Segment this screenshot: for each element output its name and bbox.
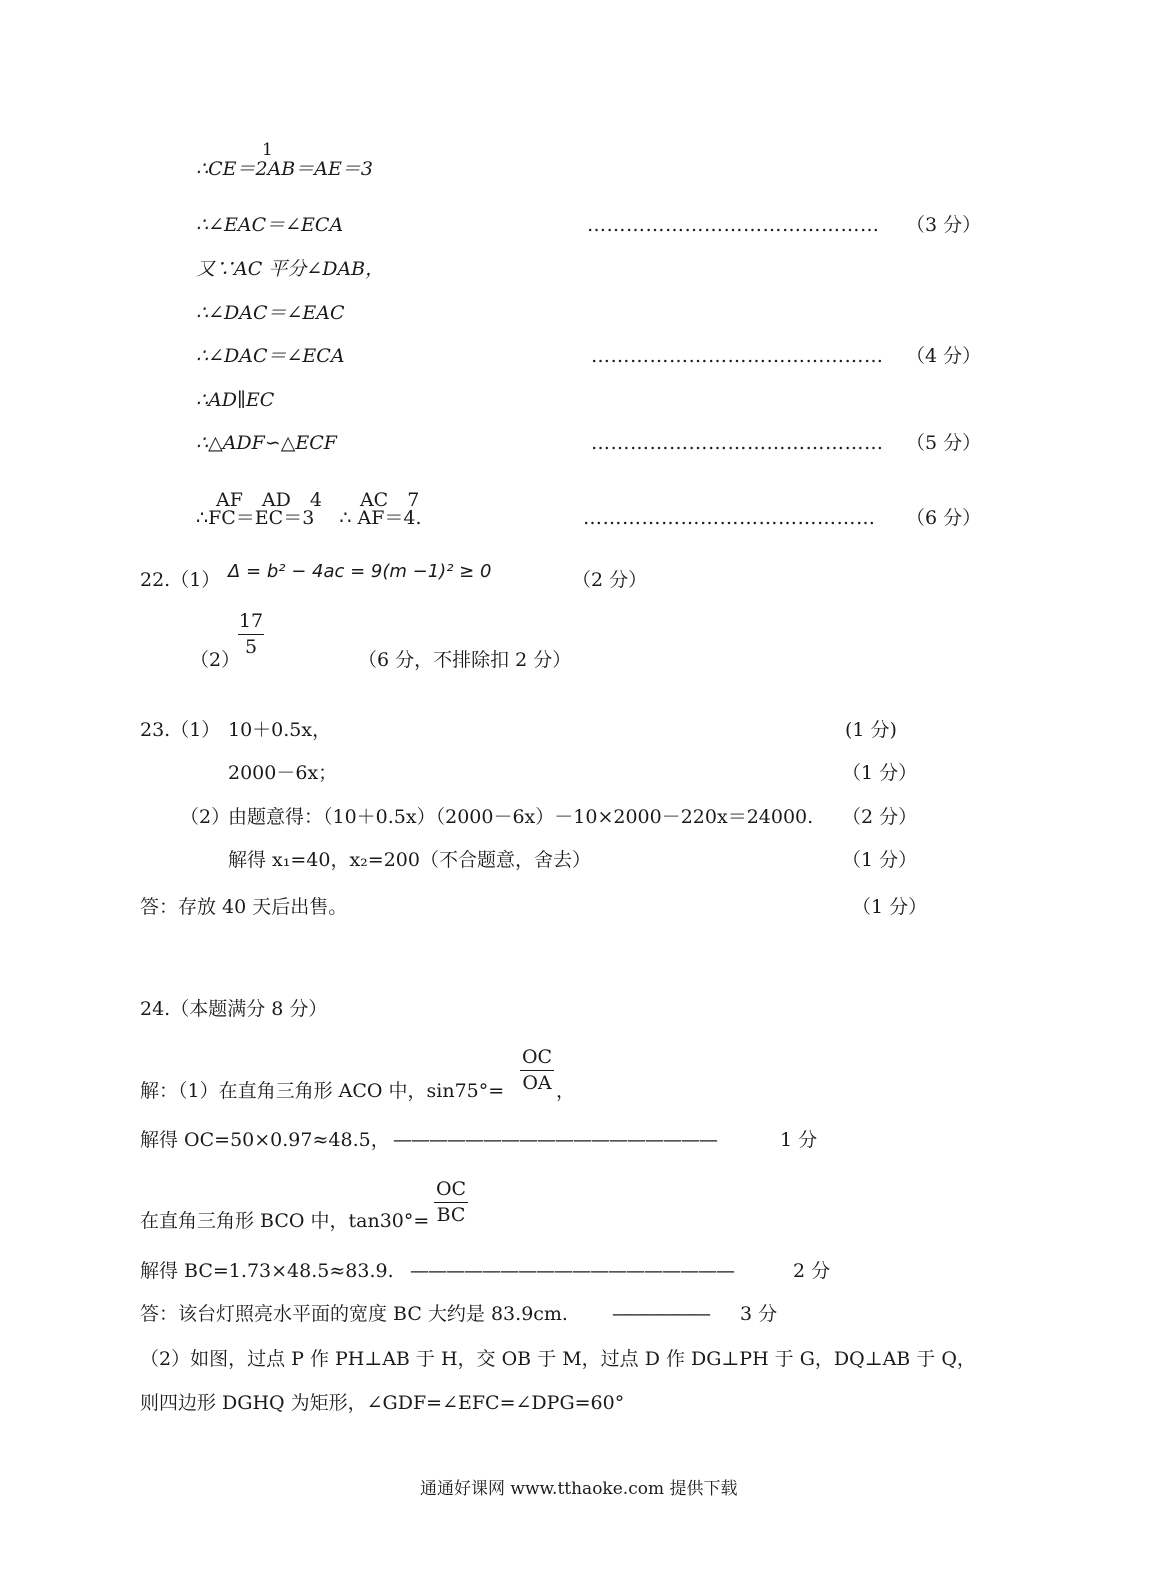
score-mark: （4 分）	[906, 345, 982, 367]
score-mark: （3 分）	[906, 214, 982, 236]
proof-line-ce: ∴CE＝2AB＝AE＝3	[196, 158, 373, 180]
dash-leader: ——————	[612, 1303, 708, 1325]
fraction-numerator: OC	[435, 1178, 467, 1200]
proof-line-parallel: ∴AD∥EC	[196, 389, 275, 411]
dot-leader: ………………………………………	[583, 507, 876, 529]
score-mark: 2 分	[793, 1260, 831, 1282]
score-mark: 3 分	[740, 1303, 778, 1325]
dash-leader: ——————————————————	[393, 1129, 717, 1151]
q22-part1-label: 22.（1）	[140, 569, 221, 591]
q24-sin-fraction	[520, 1048, 554, 1093]
q24-title: 24.（本题满分 8 分）	[140, 998, 328, 1020]
fraction-bar	[434, 1202, 468, 1203]
score-mark: （1 分）	[842, 849, 918, 871]
score-mark: （6 分，不排除扣 2 分）	[358, 649, 572, 671]
q22-answer-fraction	[238, 612, 264, 657]
score-mark: （1 分）	[852, 896, 928, 918]
q22-part2-label: （2）	[190, 649, 241, 671]
proof-line-similar: ∴△ADF∽△ECF	[196, 432, 337, 454]
punctuation: ，	[556, 1080, 576, 1102]
fraction-denominator: 5	[244, 636, 258, 658]
proof-line-dac-eac: ∴∠DAC＝∠EAC	[196, 302, 345, 324]
q24-step2: 在直角三角形 BCO 中，tan30°=	[140, 1210, 430, 1232]
proof-line-dac-eca: ∴∠DAC＝∠ECA	[196, 345, 345, 367]
score-mark: （5 分）	[906, 432, 982, 454]
q24-answer: 答：该台灯照亮水平面的宽度 BC 大约是 83.9cm.	[140, 1303, 568, 1325]
q24-step1: 解：（1）在直角三角形 ACO 中，sin75°=	[140, 1080, 505, 1102]
score-mark: （1 分）	[842, 762, 918, 784]
q24-step2-result: 解得 BC=1.73×48.5≈83.9.	[140, 1260, 394, 1282]
ratio-numerators: AF AD 4 AC 7	[216, 489, 420, 511]
fraction-numerator-half: 1	[262, 140, 273, 160]
fraction-bar	[520, 1070, 554, 1071]
q23-equation: 由题意得：（10＋0.5x）（2000－6x）－10×2000－220x＝24000.	[228, 806, 814, 828]
fraction-denominator: BC	[436, 1204, 466, 1226]
q23-expression-1: 10＋0.5x，	[228, 719, 332, 741]
q23-answer: 答：存放 40 天后出售。	[140, 896, 348, 918]
fraction-numerator: 17	[238, 610, 264, 632]
q24-tan-fraction	[434, 1180, 468, 1225]
q24-part2-construction: （2）如图，过点 P 作 PH⊥AB 于 H，交 OB 于 M，过点 D 作 DG⊥PH 于 G，DQ⊥AB 于 Q，	[140, 1348, 976, 1370]
fraction-bar	[238, 634, 264, 635]
proof-line-eac-eca: ∴∠EAC＝∠ECA	[196, 214, 344, 236]
dash-leader: ——————————————————	[410, 1260, 734, 1282]
score-mark: （2 分）	[572, 569, 648, 591]
score-mark: (1 分)	[845, 719, 897, 741]
fraction-numerator: OC	[521, 1046, 553, 1068]
q23-expression-2: 2000－6x；	[228, 762, 338, 784]
score-mark: 1 分	[780, 1129, 818, 1151]
score-mark: （2 分）	[842, 806, 918, 828]
page-footer: 通通好课网 www.tthaoke.com 提供下载	[420, 1479, 738, 1499]
dot-leader: ………………………………………	[587, 214, 880, 236]
q23-part2-label: （2）	[180, 806, 231, 828]
q24-step1-result: 解得 OC=50×0.97≈48.5，	[140, 1129, 390, 1151]
fraction-denominator: OA	[522, 1072, 552, 1094]
score-mark: （6 分）	[906, 507, 982, 529]
dot-leader: ………………………………………	[591, 432, 884, 454]
dot-leader: ………………………………………	[591, 345, 884, 367]
q22-discriminant-formula: Δ = b² − 4ac = 9(m −1)² ≥ 0	[228, 561, 492, 582]
ratio-line: ∴FC＝EC＝3 ∴ AF＝4.	[196, 507, 422, 529]
proof-line-bisect: 又∵AC 平分∠DAB，	[196, 258, 385, 280]
q23-solution: 解得 x₁=40，x₂=200（不合题意，舍去）	[228, 849, 591, 871]
q24-part2-rectangle: 则四边形 DGHQ 为矩形，∠GDF=∠EFC=∠DPG=60°	[140, 1392, 625, 1414]
q23-part1-label: 23.（1）	[140, 719, 221, 741]
